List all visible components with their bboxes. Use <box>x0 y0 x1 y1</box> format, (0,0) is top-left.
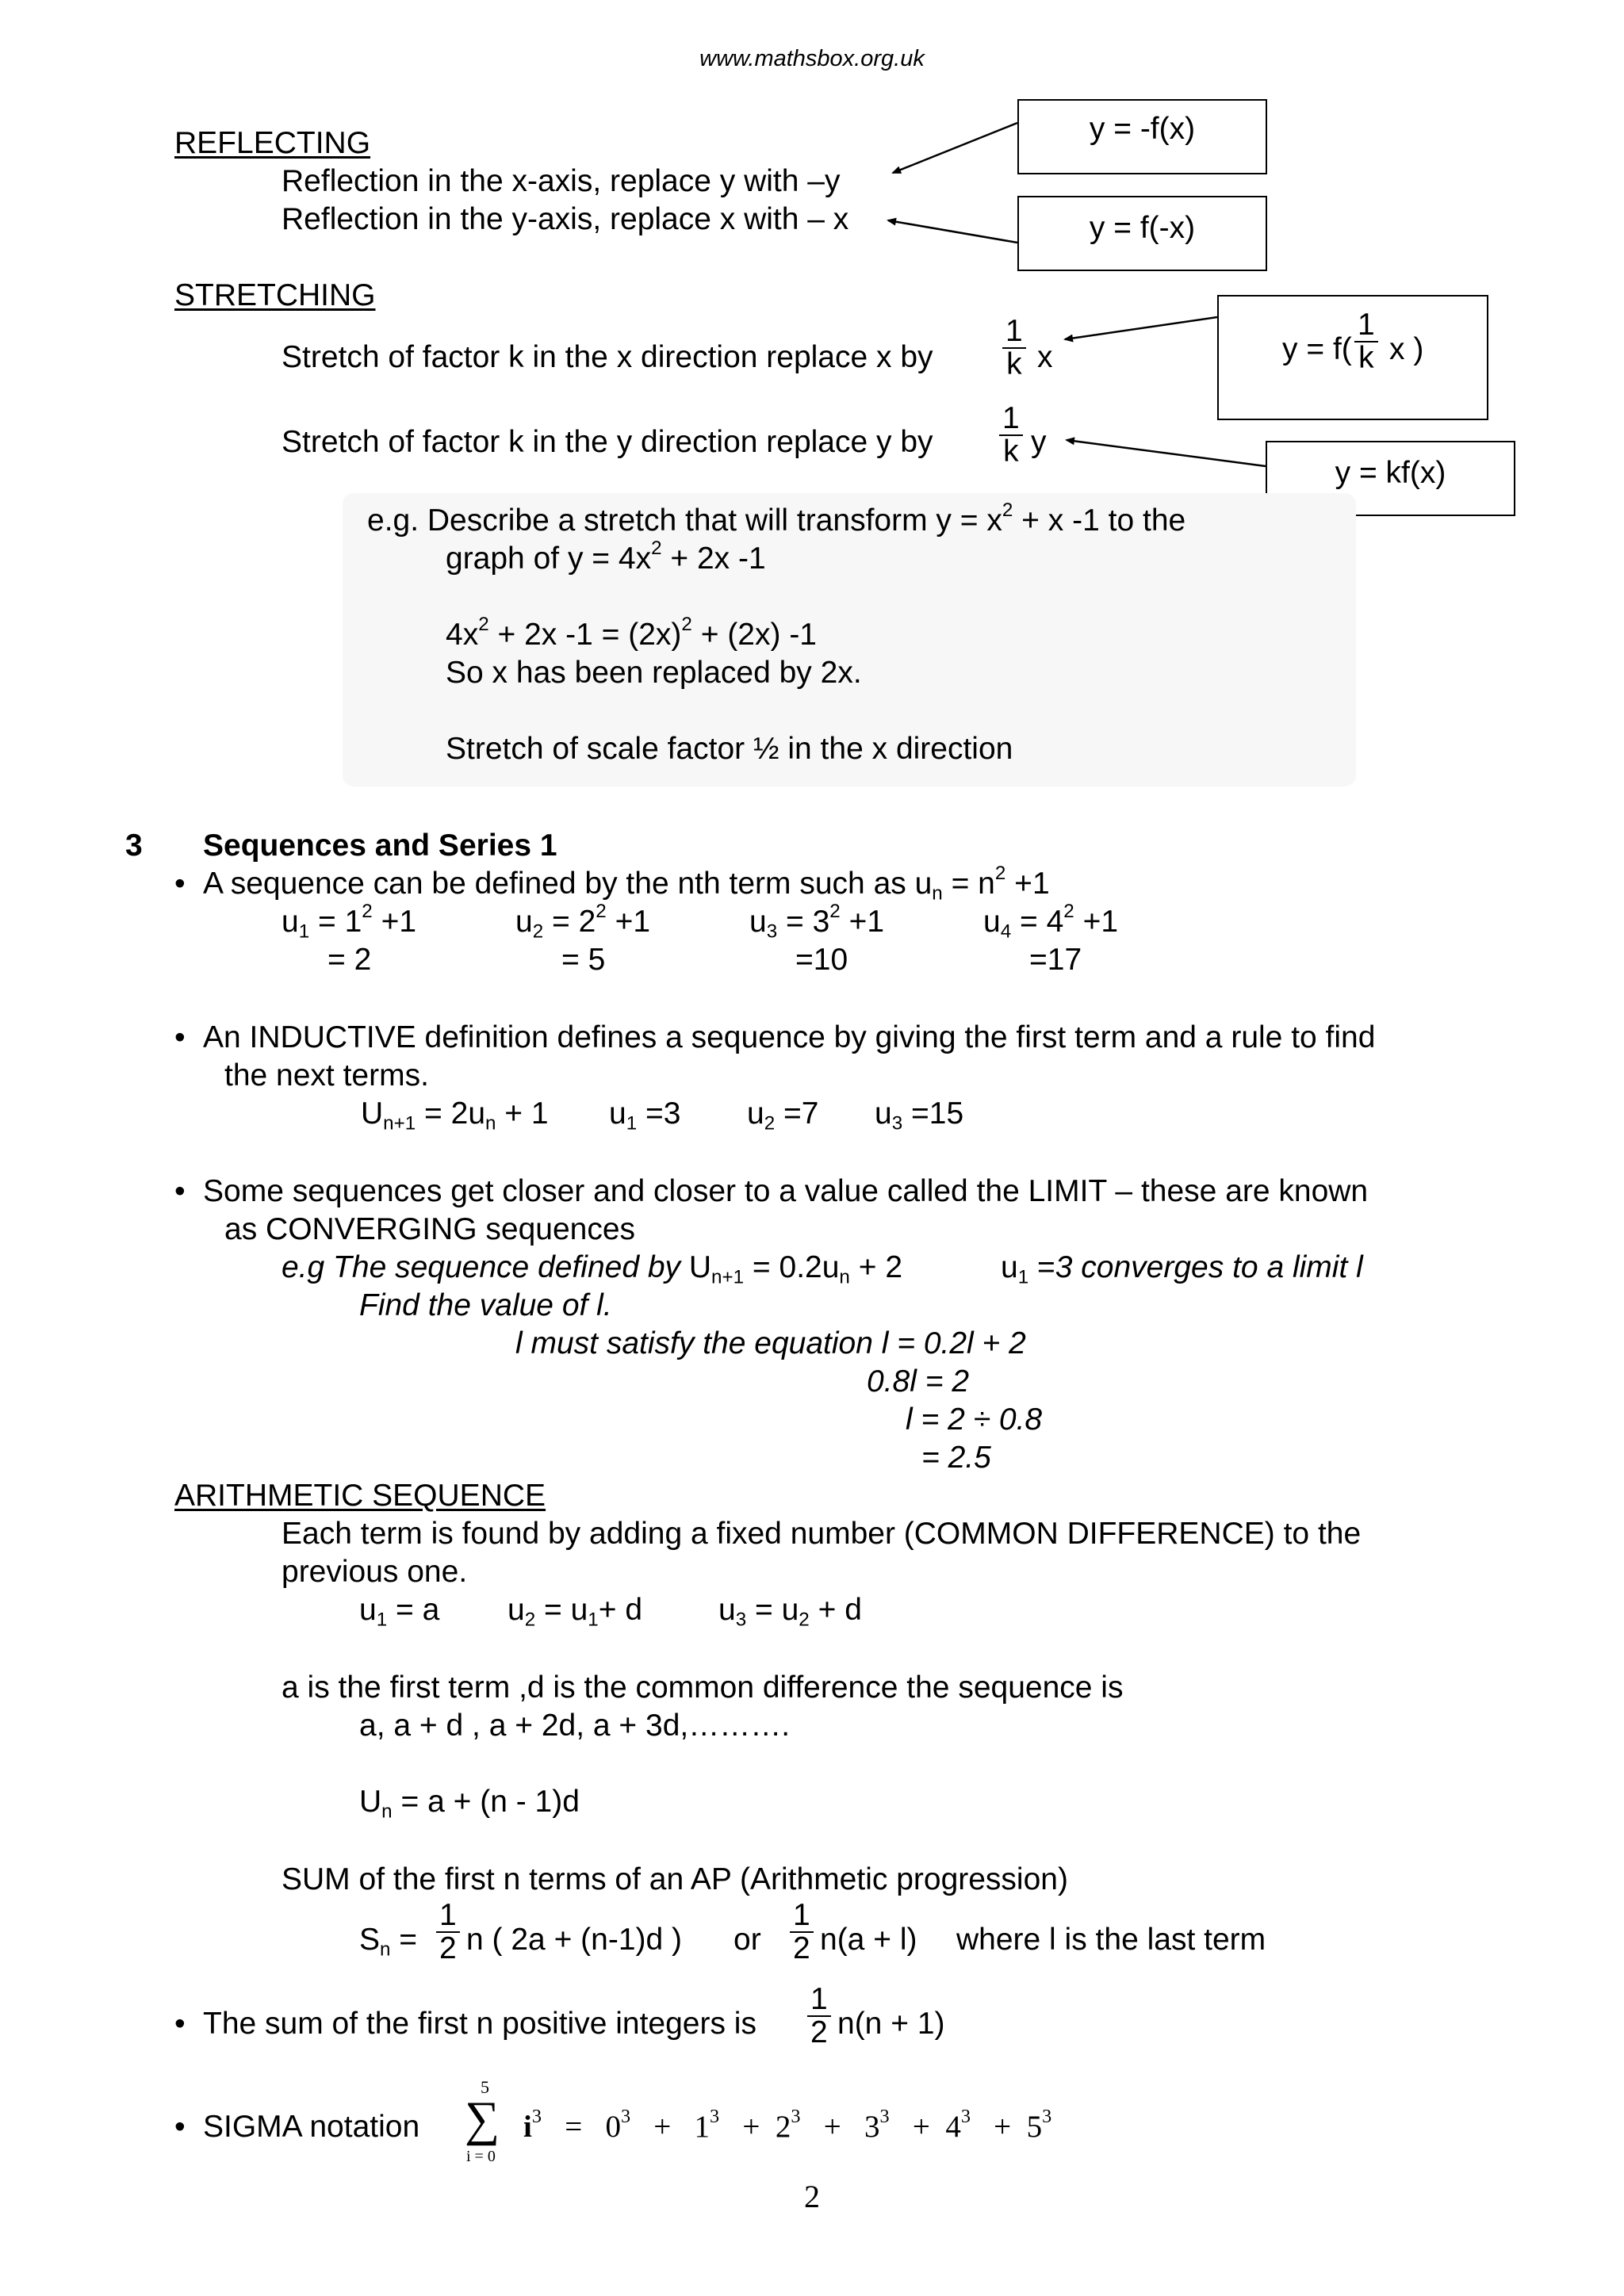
b3-example-u1: $u_1 =3$ converges to a limit l <box>1001 1250 1363 1288</box>
b4-text: The sum of the first n positive integers is <box>203 2007 756 2041</box>
b2-line2: the next terms. <box>224 1058 429 1093</box>
b4-half-fraction <box>807 1984 831 2049</box>
arrow-reflect-x <box>893 123 1017 173</box>
box-stretch-x-prefix: y = f( <box>1282 332 1352 366</box>
arith-sum-heading: SUM of the first n terms of an AP (Arithmetic progression) <box>282 1862 1068 1896</box>
arith-line2: previous one. <box>282 1555 468 1589</box>
stretch-x-line: Stretch of factor k in the x direction replace x by <box>282 340 933 374</box>
b1-value-4: =17 <box>1029 943 1082 977</box>
reflect-y-line: Reflection in the y-axis, replace x with – x <box>282 202 849 236</box>
stretch-y-var: y <box>1031 425 1047 459</box>
sigma-symbol: ∑ <box>465 2092 500 2146</box>
fraction-numerator: 1 <box>807 1984 831 2017</box>
arrow-stretch-x <box>1065 317 1217 339</box>
box-stretch-x-suffix: x ) <box>1389 332 1424 366</box>
b3-line2: as CONVERGING sequences <box>224 1212 636 1246</box>
stretch-x-fraction <box>1002 316 1026 381</box>
fraction-numerator: 1 <box>790 1900 814 1933</box>
fraction-numerator: 1 <box>999 403 1023 436</box>
arrow-stretch-y <box>1067 440 1266 466</box>
stretch-y-line: Stretch of factor k in the y direction replace y by <box>282 425 933 459</box>
arrow-reflect-y <box>888 220 1017 243</box>
stretching-heading: STRETCHING <box>174 278 376 312</box>
section-number: 3 <box>125 828 143 863</box>
b3-step-4: = 2.5 <box>921 1441 991 1475</box>
b3-example: e.g The sequence defined by $U_{n+1} = 0.2u_n + 2$ <box>282 1250 903 1288</box>
b1-value-3: =10 <box>795 943 848 977</box>
b2-line1: An INDUCTIVE definition defines a sequence by giving the first term and a rule to find <box>203 1020 1376 1054</box>
b1-value-2: = 5 <box>561 943 606 977</box>
bullet-4: • <box>174 2007 186 2041</box>
example-line2: graph of $y = 4x^2 + 2x$ -1 <box>446 537 766 576</box>
fraction-numerator: 1 <box>436 1900 460 1933</box>
b3-line1: Some sequences get closer and closer to a value called the LIMIT – these are known <box>203 1174 1369 1208</box>
fraction-denominator: k <box>1003 434 1019 469</box>
bullet-2: • <box>174 1020 186 1054</box>
fraction-denominator: 2 <box>439 1931 457 1965</box>
arith-sum-formula-2: n(a + l) <box>820 1923 917 1957</box>
example-line1: e.g. Describe a stretch that will transform $y = x^2 + x$ -1 to the <box>367 499 1186 538</box>
box-stretch-y-label: y = kf(x) <box>1335 456 1446 490</box>
fraction-denominator: 2 <box>793 1931 810 1965</box>
fraction-denominator: 2 <box>810 2015 828 2049</box>
arith-heading: ARITHMETIC SEQUENCE <box>174 1479 546 1513</box>
b1-value-1: = 2 <box>327 943 372 977</box>
example-line3: $4x^2 + 2x$ $-1 = (2x)^2 + (2x)$ -1 <box>446 613 817 652</box>
header-url: www.mathsbox.org.uk <box>699 46 925 71</box>
fraction-denominator: k <box>1358 341 1374 375</box>
stretch-x-var: x <box>1037 340 1053 374</box>
arith-u3: $u_3 = u_2 + d$ <box>718 1593 862 1631</box>
reflecting-heading: REFLECTING <box>174 126 371 160</box>
arith-line1: Each term is found by adding a fixed number (COMMON DIFFERENCE) to the <box>282 1517 1362 1551</box>
b1-term-1: $u_1 = 1^2 +1$ <box>282 900 417 943</box>
bullet-3: • <box>174 1174 186 1208</box>
b4-formula: n(n + 1) <box>837 2007 945 2041</box>
arith-sum-where: where l is the last term <box>956 1923 1266 1957</box>
example-line5: Stretch of scale factor ½ in the x direction <box>446 732 1013 766</box>
box-reflect-x-label: y = -f(x) <box>1089 112 1196 146</box>
b2-u3: $u_3 =15$ <box>875 1096 964 1135</box>
sigma-lower-limit: i = 0 <box>466 2148 496 2165</box>
box-stretch-x-fraction <box>1354 309 1378 374</box>
arith-half-fraction-2 <box>790 1900 814 1965</box>
bullet-1: • <box>174 867 186 901</box>
b2-formula: $U_{n+1} = 2u_n + 1$ <box>361 1096 549 1135</box>
b1-definition: A sequence can be defined by the nth term such as $u_n = n^2 +1$ <box>203 862 1050 905</box>
box-reflect-y-label: y = f(-x) <box>1089 211 1196 245</box>
b1-term-3: $u_3 = 3^2 +1$ <box>749 900 885 943</box>
b3-find: Find the value of l. <box>359 1288 612 1322</box>
arith-u2: $u_2 = u_1+ d$ <box>508 1593 643 1631</box>
arith-u1: $u_1 = a$ <box>359 1593 440 1631</box>
arith-sum-lhs: $S_n$ = <box>359 1923 418 1961</box>
b2-u1: $u_1 =3$ <box>609 1096 681 1135</box>
fraction-numerator: 1 <box>1354 309 1378 342</box>
section-title: Sequences and Series 1 <box>203 828 557 863</box>
arith-sum-or: or <box>733 1923 761 1957</box>
box-stretch-x <box>1217 295 1488 420</box>
sigma-expression: $i^3$ = $0^3$ + $1^3$ + $2^3$ + $3^3$ + $4^3$ + $5^3$ <box>523 2105 1052 2144</box>
sigma-label: SIGMA notation <box>203 2110 420 2144</box>
fraction-denominator: k <box>1006 347 1022 381</box>
b3-step-3: l = 2 ÷ 0.8 <box>906 1402 1043 1437</box>
b2-u2: $u_2 =7$ <box>747 1096 819 1135</box>
fraction-numerator: 1 <box>1002 316 1026 349</box>
sigma-upper-limit: 5 <box>481 2077 489 2097</box>
page-number: 2 <box>804 2179 820 2214</box>
b3-step-2: 0.8l = 2 <box>867 1364 970 1399</box>
b3-step-1: l must satisfy the equation l = 0.2l + 2 <box>515 1326 1026 1360</box>
arith-desc: a is the first term ,d is the common difference the sequence is <box>282 1670 1124 1705</box>
b1-term-4: $u_4 = 4^2 +1$ <box>983 900 1119 943</box>
stretch-y-fraction <box>999 403 1023 468</box>
arith-half-fraction-1 <box>436 1900 460 1965</box>
bullet-5: • <box>174 2110 186 2144</box>
arith-seq: a, a + d , a + 2d, a + 3d,………. <box>359 1709 791 1743</box>
reflect-x-line: Reflection in the x-axis, replace y with –y <box>282 164 841 198</box>
arith-nth-term: $U_n = a + (n - 1)d$ <box>359 1785 580 1823</box>
b1-term-2: $u_2 = 2^2 +1$ <box>515 900 651 943</box>
arith-sum-formula-1: n ( 2a + (n-1)d ) <box>466 1923 683 1957</box>
example-line4: So x has been replaced by 2x. <box>446 656 862 690</box>
